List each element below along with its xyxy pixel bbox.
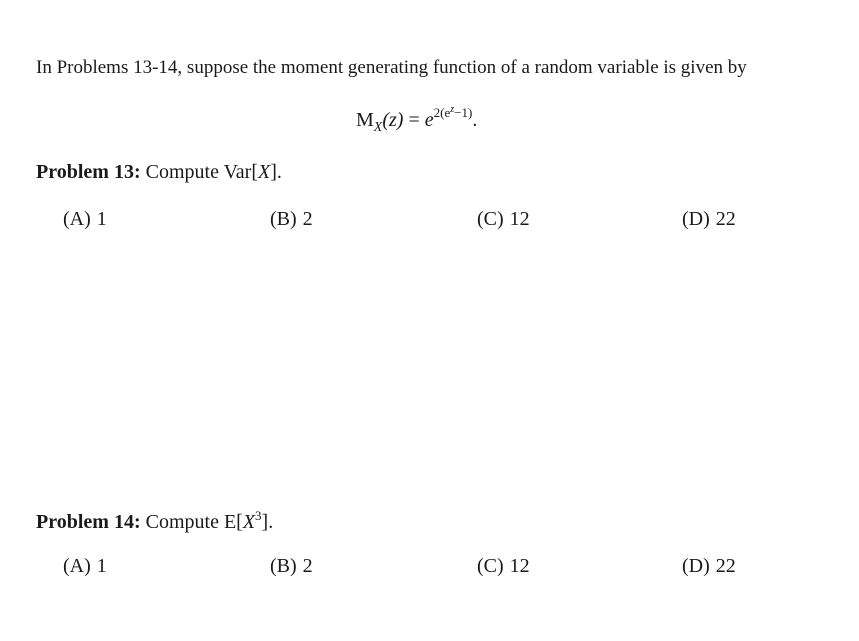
equation-period: .	[472, 109, 478, 131]
choice-value: 1	[96, 208, 107, 230]
choice-value: 22	[715, 208, 736, 230]
equation-argument: (z)	[382, 109, 404, 131]
problem-13-choices	[63, 208, 763, 236]
problem-13-var: X	[258, 161, 271, 183]
problem-14-label: Problem 14:	[36, 511, 141, 533]
problem-14-heading	[36, 508, 273, 534]
problem-14-choice-a[interactable]	[63, 555, 107, 578]
problem-14-text-pre: Compute E[	[145, 511, 243, 533]
problem-13-choice-d[interactable]	[682, 208, 736, 231]
problem-14-choice-d[interactable]	[682, 555, 736, 578]
equation-function: M	[356, 109, 374, 131]
choice-letter: (C)	[477, 555, 504, 577]
problem-14-text-post: ].	[261, 511, 274, 533]
problem-13-choice-a[interactable]	[63, 208, 107, 231]
choice-value: 2	[302, 208, 313, 230]
choice-value: 12	[509, 555, 530, 577]
choice-value: 1	[96, 555, 107, 577]
problem-13-label: Problem 13:	[36, 161, 141, 183]
choice-letter: (D)	[682, 555, 710, 577]
choice-letter: (B)	[270, 208, 297, 230]
problem-13-text-post: ].	[270, 161, 282, 183]
problem-13-choice-b[interactable]	[270, 208, 313, 231]
equation-base: e	[424, 109, 434, 131]
problem-14-choice-c[interactable]	[477, 555, 530, 578]
choice-value: 22	[715, 555, 736, 577]
problem-13-choice-c[interactable]	[477, 208, 530, 231]
equation-equals: =	[408, 109, 420, 131]
problem-14-choices	[63, 555, 763, 583]
choice-value: 12	[509, 208, 530, 230]
choice-letter: (B)	[270, 555, 297, 577]
problem-14-power: 3	[255, 508, 262, 523]
choice-letter: (C)	[477, 208, 504, 230]
exponent-pre: 2(e	[433, 105, 451, 120]
mgf-equation	[356, 104, 477, 136]
exponent-post: −1)	[454, 105, 473, 120]
choice-letter: (A)	[63, 555, 91, 577]
exponent-inner: z	[450, 104, 455, 115]
problem-13-text-pre: Compute Var[	[145, 161, 259, 183]
equation-subscript: X	[373, 120, 383, 135]
problem-13-heading	[36, 161, 282, 184]
choice-letter: (A)	[63, 208, 91, 230]
problem-14-var: X	[242, 511, 256, 533]
intro-paragraph: In Problems 13-14, suppose the moment generating function of a random variable is given by	[36, 57, 747, 78]
choice-value: 2	[302, 555, 313, 577]
choice-letter: (D)	[682, 208, 710, 230]
equation-exponent	[434, 105, 473, 120]
problem-14-choice-b[interactable]	[270, 555, 313, 578]
